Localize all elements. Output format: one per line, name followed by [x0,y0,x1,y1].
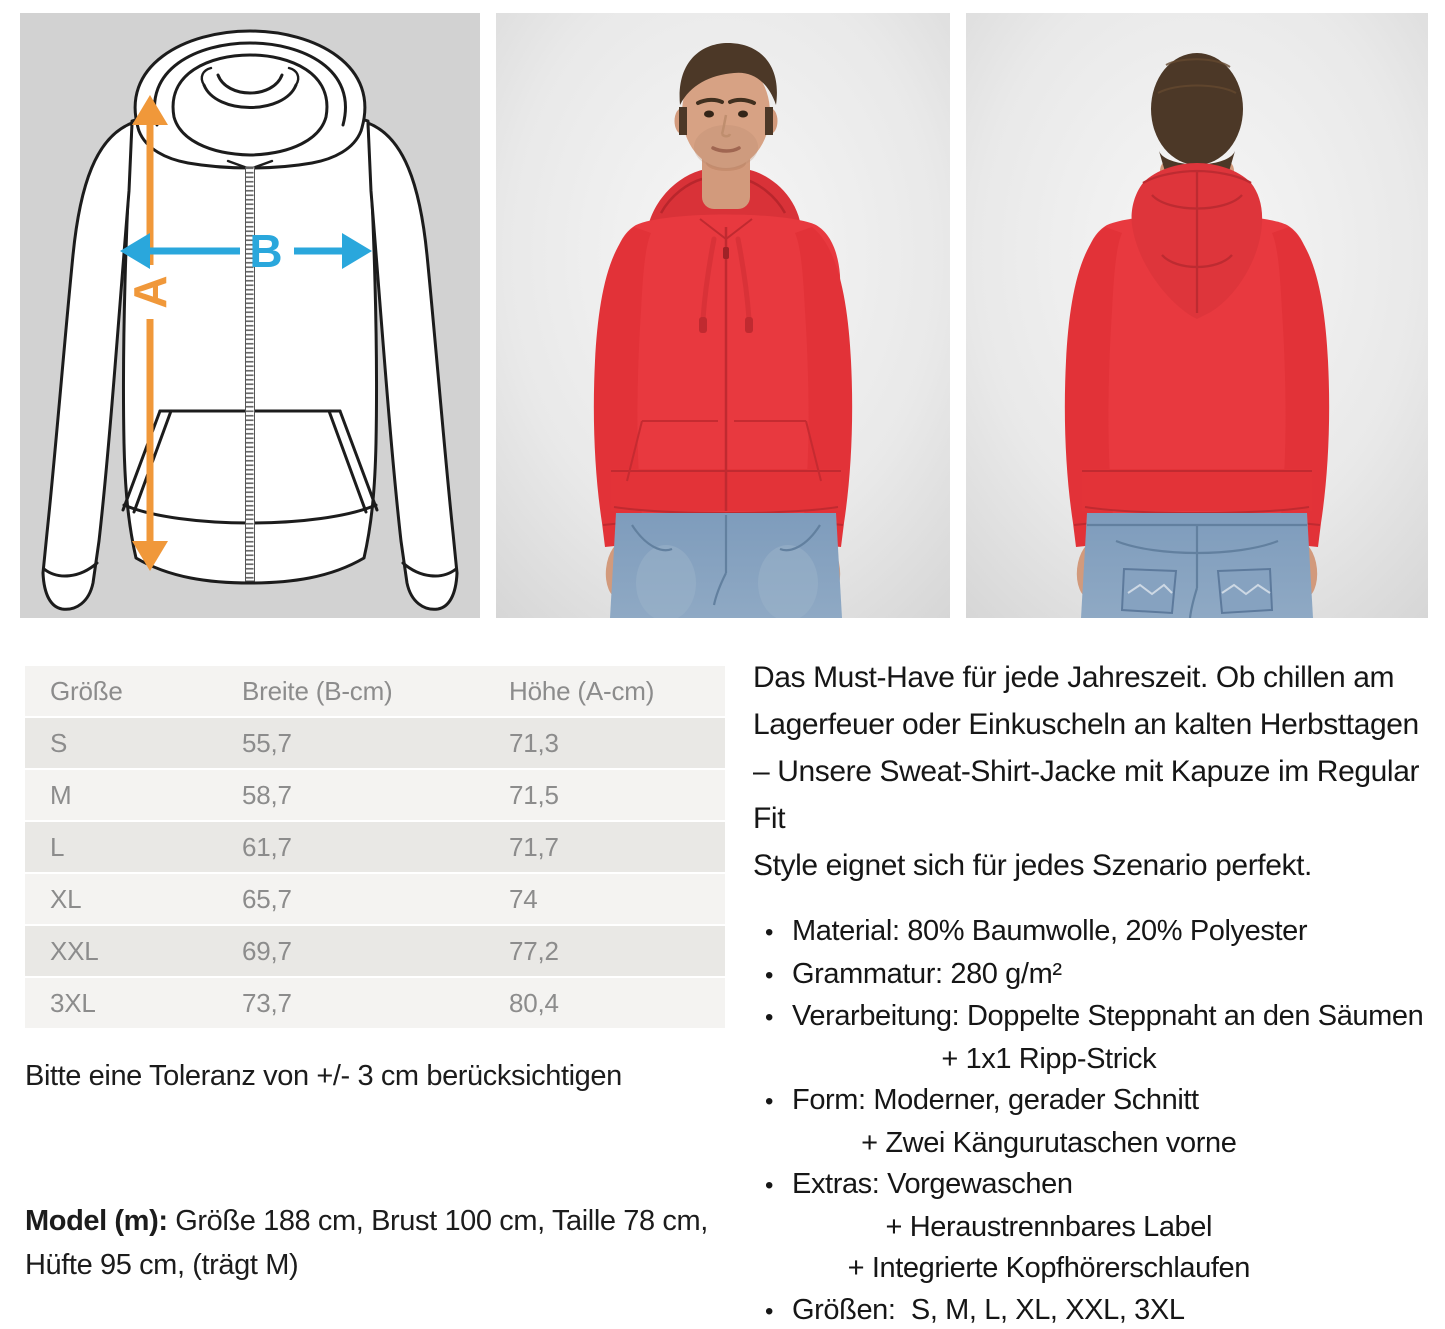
size-table-row [25,926,725,976]
bullet-dot: • [765,961,774,989]
feature-text: Verarbeitung: Doppelte Steppnaht an den Säumen [792,1000,1424,1032]
label-b: B [249,225,283,277]
hem-band [1082,469,1312,511]
breite-cell: 61,7 [242,831,292,862]
feature-item [765,1080,1425,1164]
label-a: A [124,275,176,309]
size-table-header-row [25,666,725,716]
feature-item [765,954,1425,997]
feature-extra: + Heraustrennbares Label [885,1210,1213,1243]
bullet-dot: • [765,1297,774,1325]
front-view-photo [496,13,950,618]
details-section [25,654,1425,1329]
size-table-row [25,978,725,1028]
back-view-photo [966,13,1428,618]
breite-cell: 55,7 [242,727,292,758]
feature-extra: + Integrierte Kopfhörerschlaufen [847,1252,1250,1284]
feature-extra: + Zwei Kängurutaschen vorne [861,1126,1237,1159]
right-column [753,654,1425,1329]
bullet-dot: • [765,1172,774,1199]
size-cell: 3XL [50,987,96,1018]
size-diagram [20,13,480,618]
hoehe-cell: 71,3 [509,727,559,758]
breite-cell: 58,7 [242,779,292,810]
product-gallery [20,13,1425,618]
size-table-row [25,874,725,924]
hoehe-cell: 80,4 [509,987,559,1018]
hoehe-cell: 71,5 [509,779,559,810]
hair-back [1151,53,1243,165]
stubble [694,125,758,169]
hoehe-cell: 77,2 [509,935,559,966]
zipper-pull [723,247,729,259]
feature-item [765,1290,1425,1329]
feature-item [765,996,1425,1080]
size-diagram-panel [20,13,480,618]
eye-right [738,111,748,118]
breite-cell: 69,7 [242,935,292,966]
hoehe-cell: 74 [509,883,538,914]
left-column [25,654,730,1287]
product-photo-back-panel [966,13,1428,618]
model-details: Größe 188 cm, Brust 100 cm, Taille 78 cm, Hüfte 95 cm, (trägt M) [25,1205,708,1281]
description-line: Style eignet sich für jedes Szenario perfekt. [753,849,1312,882]
size-cell: S [50,727,68,758]
size-table-row [25,822,725,872]
size-table-header-breite: Breite (B-cm) [242,675,393,706]
description-line: Lagerfeuer oder Einkuscheln an kalten Herbsttagen [753,708,1419,741]
feature-text: Größen: S, M, L, XL, XXL, 3XL [792,1293,1185,1326]
description-line: – Unsere Sweat-Shirt-Jacke mit Kapuze im Regular Fit [753,755,1420,835]
feature-extra: + 1x1 Ripp-Strick [941,1042,1157,1075]
size-table-row [25,718,725,768]
size-cell: L [50,831,65,862]
size-table-header-hoehe: Höhe (A-cm) [509,675,655,706]
size-table-header-groesse: Größe [50,675,123,706]
hoehe-cell: 71,7 [509,831,559,862]
model-label: Model (m): [25,1205,168,1237]
size-cell: M [50,779,72,810]
bullet-dot: • [765,1004,774,1031]
description-line: Das Must-Have für jede Jahreszeit. Ob chillen am [753,661,1395,694]
product-photo-front-panel [496,13,950,618]
breite-cell: 73,7 [242,987,292,1018]
tolerance-note: Bitte eine Toleranz von +/- 3 cm berücksichtigen [25,1060,622,1092]
feature-item [765,911,1425,954]
feature-text: Form: Moderner, gerader Schnitt [792,1084,1199,1116]
product-description [753,654,1425,889]
breite-cell: 65,7 [242,883,292,914]
size-table-row [25,770,725,820]
size-cell: XXL [50,935,99,966]
model-info [25,1199,725,1287]
feature-text: Material: 80% Baumwolle, 20% Polyester [792,915,1308,947]
eye-left [704,111,714,118]
size-cell: XL [50,883,82,914]
bullet-dot: • [765,1088,774,1115]
bullet-dot: • [765,919,774,946]
feature-text: Extras: Vorgewaschen [792,1168,1073,1200]
feature-list [753,911,1425,1329]
feature-item [765,1164,1425,1290]
feature-text: Grammatur: 280 g/m² [792,957,1062,990]
size-table [25,664,725,1030]
